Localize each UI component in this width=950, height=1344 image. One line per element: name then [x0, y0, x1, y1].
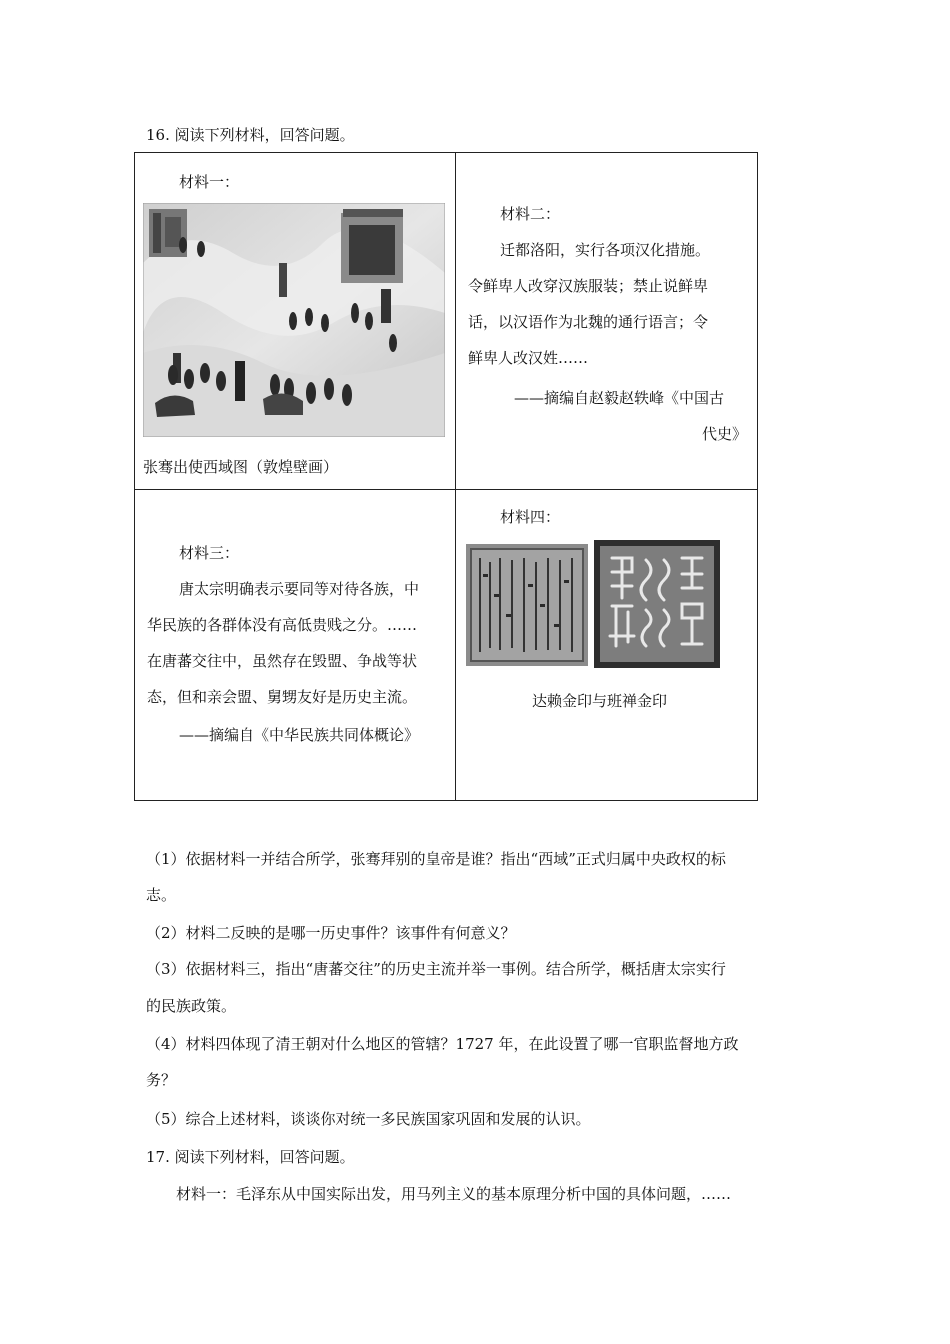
material-4-caption: 达赖金印与班禅金印: [532, 692, 668, 710]
material-3-label: 材料三：: [179, 544, 240, 562]
material-2-line-4: 鲜卑人改汉姓……: [468, 349, 589, 367]
material-3-source: ——摘编自《中华民族共同体概论》: [179, 726, 420, 744]
material-2-line-1: 迁都洛阳，实行各项汉化措施。: [500, 241, 711, 259]
material-2-line-3: 话，以汉语作为北魏的通行语言；令: [468, 313, 709, 331]
subquestion-5: （5）综合上述材料，谈谈你对统一多民族国家巩固和发展的认识。: [146, 1110, 591, 1128]
materials-table: [134, 152, 758, 801]
subquestion-1-line-2: 志。: [146, 886, 177, 904]
material-4-cell: [456, 490, 758, 801]
subquestion-1-line-1: （1）依据材料一并结合所学，张骞拜别的皇帝是谁？指出“西域”正式归属中央政权的标: [146, 850, 726, 868]
material-4-label: 材料四：: [500, 508, 561, 526]
material-2-source-2: 代史》: [701, 425, 747, 443]
subquestion-4-line-1: （4）材料四体现了清王朝对什么地区的管辖？1727 年，在此设置了哪一官职监督地方政: [146, 1035, 739, 1053]
material-1-caption: 张骞出使西域图（敦煌壁画）: [143, 458, 339, 476]
material-2-label: 材料二：: [500, 205, 561, 223]
zhang-qian-mural-image: [143, 203, 445, 437]
material-2-cell: [456, 153, 758, 490]
material-1-label: 材料一：: [179, 173, 240, 191]
material-2-source-1: ——摘编自赵毅赵轶峰《中国古: [514, 389, 725, 407]
material-2-line-2: 令鲜卑人改穿汉族服装；禁止说鲜卑: [468, 277, 709, 295]
question-17-heading: 17. 阅读下列材料，回答问题。: [146, 1148, 355, 1166]
material-3-line-3: 在唐蕃交往中，虽然存在毁盟、争战等状: [147, 652, 418, 670]
material-3-cell: [135, 490, 456, 801]
material-1-cell: [135, 153, 456, 490]
subquestion-3-line-1: （3）依据材料三，指出“唐蕃交往”的历史主流并举一事例。结合所学，概括唐太宗实行: [146, 960, 726, 978]
material-3-line-4: 态，但和亲会盟、舅甥友好是历史主流。: [147, 688, 418, 706]
question-17-material-1: 材料一：毛泽东从中国实际出发，用马列主义的基本原理分析中国的具体问题，……: [176, 1185, 732, 1203]
subquestion-3-line-2: 的民族政策。: [146, 997, 237, 1015]
subquestion-2: （2）材料二反映的是哪一历史事件？该事件有何意义？: [146, 924, 516, 942]
question-16-heading: 16. 阅读下列材料，回答问题。: [146, 126, 355, 144]
subquestion-4-line-2: 务？: [146, 1071, 177, 1089]
dalai-gold-seal-image: [466, 544, 588, 666]
panchen-gold-seal-image: [594, 540, 720, 668]
material-3-line-1: 唐太宗明确表示要同等对待各族，中: [179, 580, 420, 598]
material-3-line-2: 华民族的各群体没有高低贵贱之分。……: [147, 616, 418, 634]
